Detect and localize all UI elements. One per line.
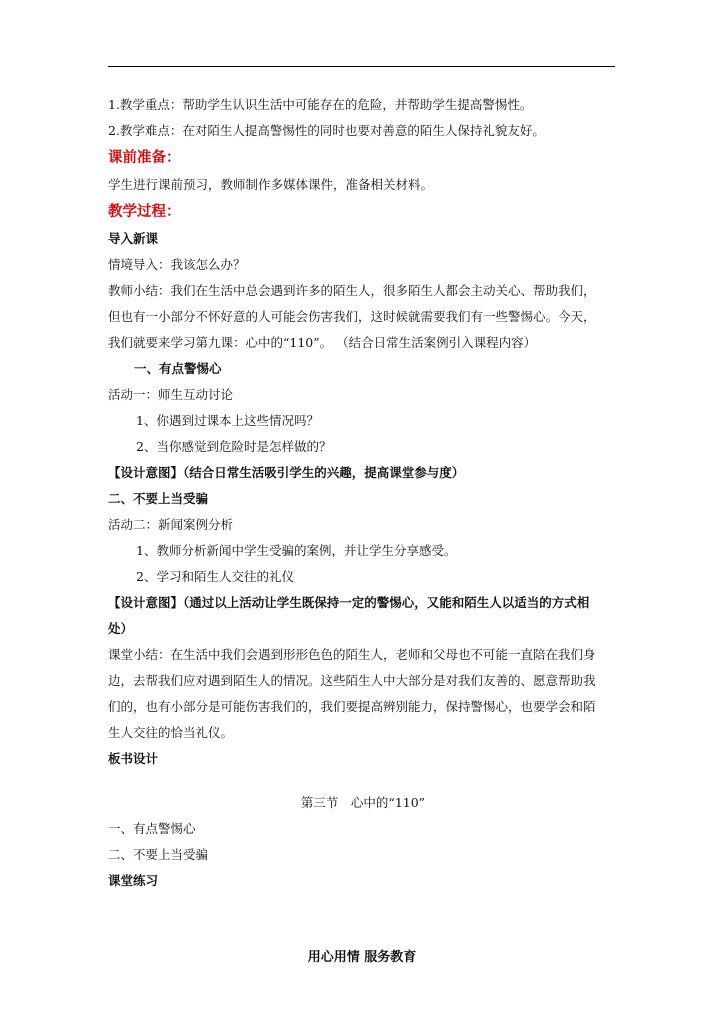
summary-line: 我们就要来学习第九课：心中的“110”。 （结合日常生活案例引入课程内容）	[108, 335, 537, 350]
intro-scene: 情境导入：我该怎么办？	[108, 257, 246, 272]
page-footer: 用心用情 服务教育	[307, 950, 417, 965]
part2-item: 2、学习和陌生人交往的礼仪	[136, 569, 294, 584]
part1-design-intent: 【设计意图】（结合日常生活吸引学生的兴趣，提高课堂参与度）	[108, 465, 465, 480]
teaching-key-point: 1.教学重点：帮助学生认识生活中可能存在的危险，并帮助学生提高警惕性。	[108, 97, 533, 112]
part2-design-intent: 【设计意图】（通过以上活动让学生既保持一定的警惕心，又能和陌生人以适当的方式相	[108, 595, 590, 610]
part1-activity: 活动一：师生互动讨论	[108, 387, 234, 402]
prep-text: 学生进行课前预习，教师制作多媒体课件，准备相关材料。	[108, 177, 434, 192]
part2-design-intent: 处）	[108, 621, 134, 636]
part2-item: 1、教师分析新闻中学生受骗的案例，并让学生分享感受。	[136, 543, 457, 558]
process-heading: 教学过程：	[108, 204, 181, 220]
class-summary-line: 们的，也有小部分是可能伤害我们的，我们要提高辨别能力，保持警惕心，也要学会和陌	[108, 699, 596, 714]
board-item: 一、有点警惕心	[108, 821, 196, 836]
board-heading: 板书设计	[108, 751, 159, 766]
class-summary-line: 课堂小结：在生活中我们会遇到形形色色的陌生人，老师和父母也不可能一直陪在我们身	[108, 647, 596, 662]
prep-heading: 课前准备：	[108, 150, 181, 166]
part1-question: 2、当你感觉到危险时是怎样做的？	[136, 439, 332, 454]
class-summary-line: 生人交往的恰当礼仪。	[108, 725, 234, 740]
intro-title: 导入新课	[108, 231, 159, 246]
class-summary-line: 边，去帮我们应对遇到陌生人的情况。这些陌生人中大部分是对我们友善的、愿意帮助我	[108, 673, 596, 688]
summary-line: 教师小结：我们在生活中总会遇到许多的陌生人，很多陌生人都会主动关心、帮助我们，	[108, 283, 596, 298]
part1-title: 一、有点警惕心	[134, 361, 222, 376]
practice-heading: 课堂练习	[108, 873, 159, 888]
board-item: 二、不要上当受骗	[108, 847, 209, 862]
teaching-difficult-point: 2.教学难点：在对陌生人提高警惕性的同时也要对善意的陌生人保持礼貌友好。	[108, 123, 545, 138]
part1-question: 1、你遇到过课本上这些情况吗？	[136, 413, 319, 428]
header-rule	[108, 66, 615, 67]
board-title: 第三节 心中的“110”	[300, 795, 426, 810]
document-body	[108, 92, 618, 894]
part2-activity: 活动二：新闻案例分析	[108, 517, 234, 532]
summary-line: 但也有一小部分不怀好意的人可能会伤害我们，这时候就需要我们有一些警惕心。今天，	[108, 309, 596, 324]
part2-title: 二、不要上当受骗	[108, 491, 209, 506]
